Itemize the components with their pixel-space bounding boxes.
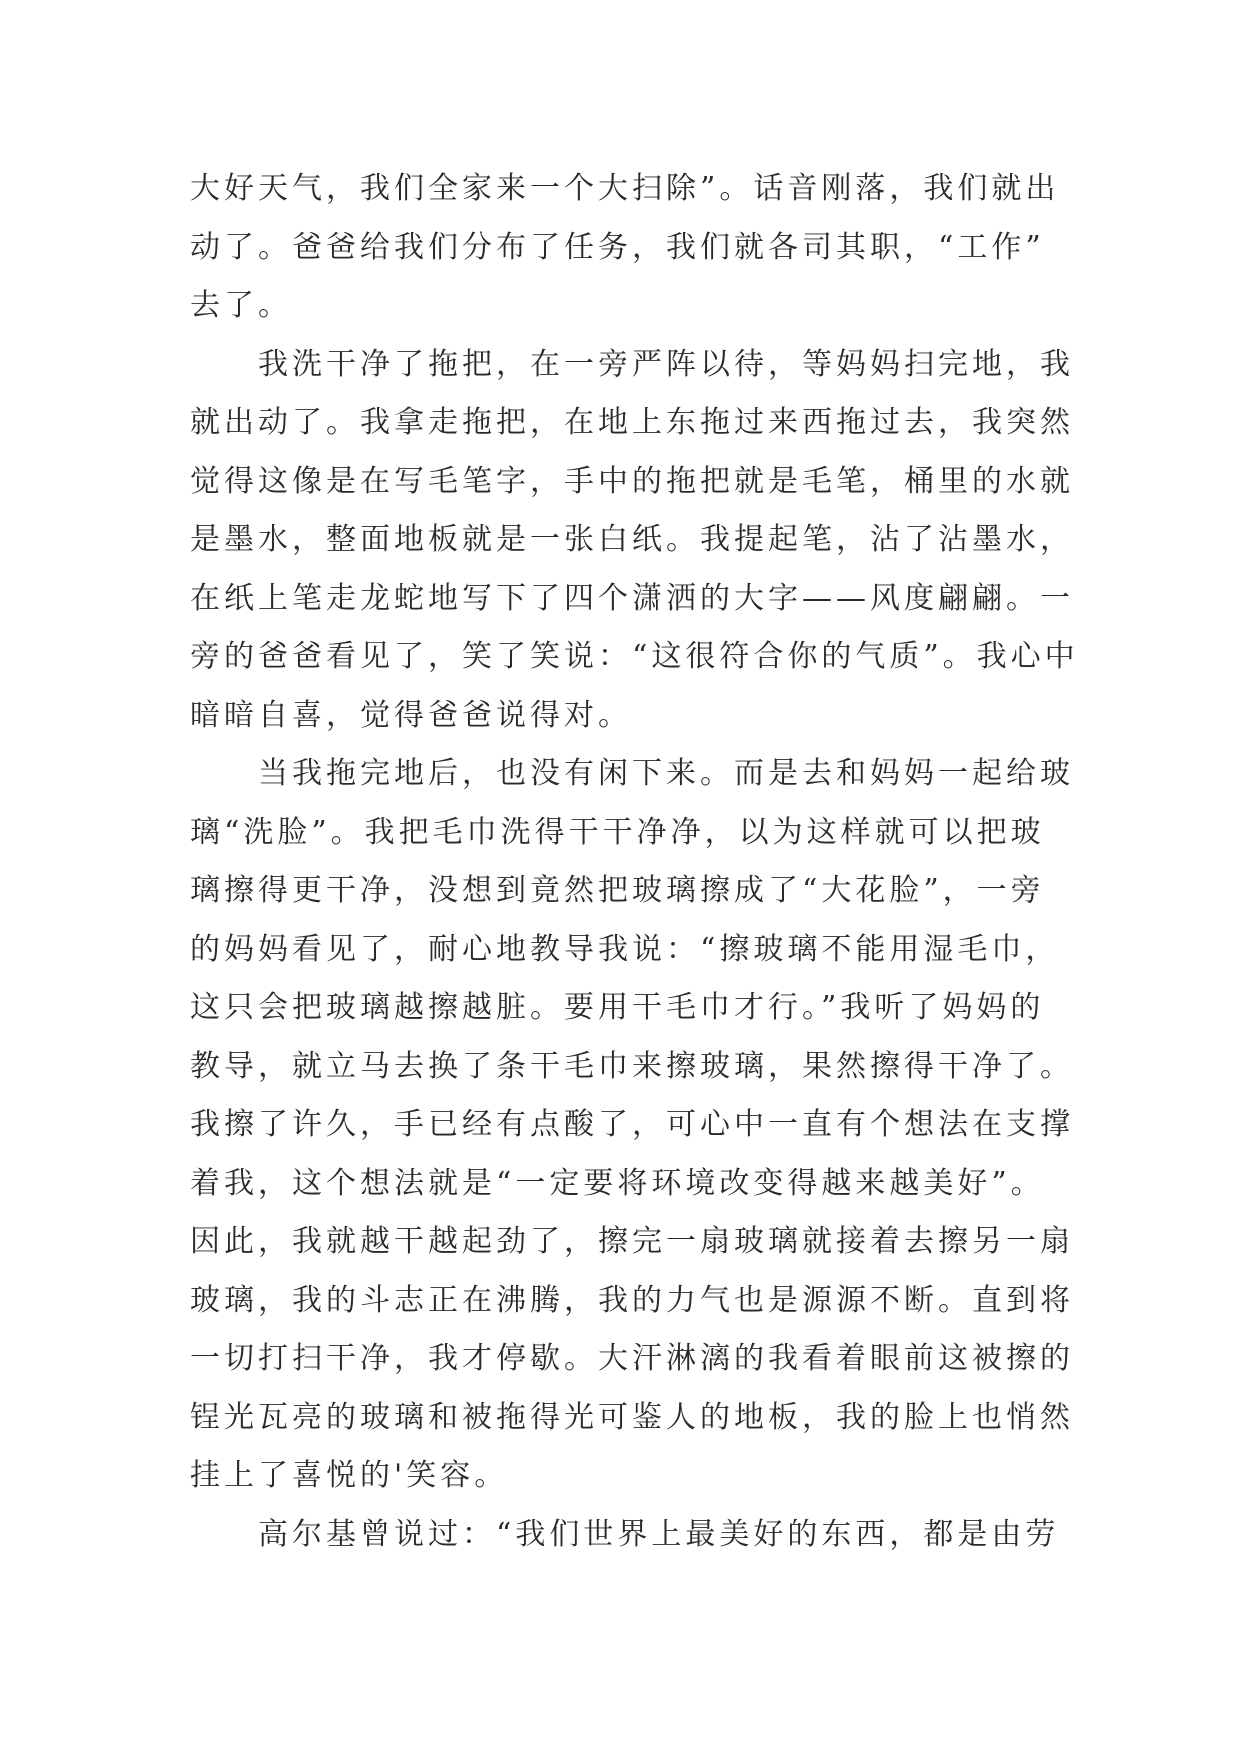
text-line: 着我，这个想法就是“一定要将环境改变得越来越美好”。 <box>190 1165 1045 1201</box>
document-body <box>190 160 1079 1564</box>
text-line: 去了。 <box>190 288 292 323</box>
text-line: 大好天气，我们全家来一个大扫除”。话音刚落，我们就出 <box>190 171 1060 206</box>
text-line: 这只会把玻璃越擦越脏。要用干毛巾才行。”我听了妈妈的 <box>190 990 1045 1025</box>
text-line: 挂上了喜悦的'笑容。 <box>190 1458 509 1493</box>
text-line: 就出动了。我拿走拖把，在地上东拖过来西拖过去，我突然 <box>190 405 1074 440</box>
text-line: 因此，我就越干越起劲了，擦完一扇玻璃就接着去擦另一扇 <box>190 1224 1074 1259</box>
text-line: 在纸上笔走龙蛇地写下了四个潇洒的大字——风度翩翩。一 <box>190 580 1074 616</box>
text-line: 玻璃，我的斗志正在沸腾，我的力气也是源源不断。直到将 <box>190 1282 1074 1318</box>
text-line: 璃擦得更干净，没想到竟然把玻璃擦成了“大花脸”，一旁 <box>190 873 1045 908</box>
paragraph-first-line: 当我拖完地后，也没有闲下来。而是去和妈妈一起给玻 <box>258 756 1074 791</box>
text-line: 的妈妈看见了，耐心地教导我说：“擦玻璃不能用湿毛巾， <box>190 931 1060 967</box>
paragraph-first-line: 我洗干净了拖把，在一旁严阵以待，等妈妈扫完地，我 <box>258 346 1074 382</box>
text-line: 锃光瓦亮的玻璃和被拖得光可鉴人的地板，我的脸上也悄然 <box>190 1399 1074 1435</box>
text-line: 觉得这像是在写毛笔字，手中的拖把就是毛笔，桶里的水就 <box>190 463 1074 499</box>
text-line: 我擦了许久，手已经有点酸了，可心中一直有个想法在支撑 <box>190 1107 1074 1142</box>
text-line: 璃“洗脸”。我把毛巾洗得干干净净，以为这样就可以把玻 <box>190 814 1045 850</box>
text-line: 暗暗自喜，觉得爸爸说得对。 <box>190 697 632 733</box>
paragraph-first-line: 高尔基曾说过：“我们世界上最美好的东西，都是由劳 <box>258 1516 1060 1552</box>
text-line: 一切打扫干净，我才停歇。大汗淋漓的我看着眼前这被擦的 <box>190 1341 1074 1376</box>
text-line: 是墨水，整面地板就是一张白纸。我提起笔，沾了沾墨水， <box>190 522 1074 557</box>
text-line: 教导，就立马去换了条干毛巾来擦玻璃，果然擦得干净了。 <box>190 1048 1074 1084</box>
text-line: 动了。爸爸给我们分布了任务，我们就各司其职，“工作” <box>190 229 1045 265</box>
text-line: 旁的爸爸看见了，笑了笑说：“这很符合你的气质”。我心中 <box>190 639 1079 674</box>
